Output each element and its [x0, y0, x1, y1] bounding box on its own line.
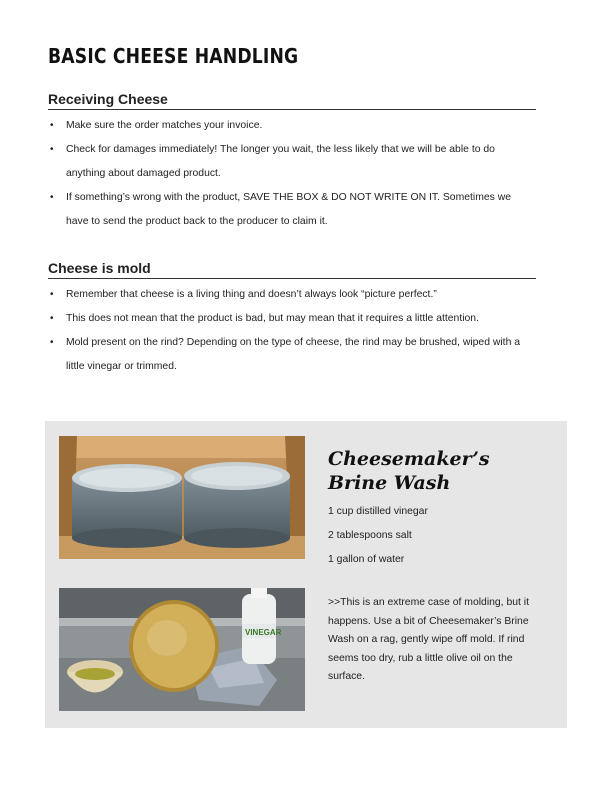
- cheese-wheels-illustration: [59, 436, 305, 559]
- bottle-label: VINEGAR: [245, 628, 282, 637]
- mold-heading: Cheese is mold: [48, 260, 536, 279]
- list-item: • Mold present on the rind? Depending on the type of cheese, the rind may be brushed, wiped with a little vinegar or trimmed.: [48, 331, 536, 379]
- recipe-title: Cheesemaker’s Brine Wash: [328, 448, 490, 494]
- mold-note: >>This is an extreme case of molding, but it happens. Use a bit of Cheesemaker’s Brine Wash on a rag, gently wipe off mold. If rind seems too dry, rub a little olive oil on the surface.: [328, 597, 529, 682]
- list-item: • Check for damages immediately! The longer you wait, the less likely that we will be able to do anything about damaged product.: [48, 138, 536, 186]
- ingredient-item: 1 gallon of water: [328, 554, 405, 565]
- mold-list: [48, 283, 536, 379]
- list-item: • If something’s wrong with the product, SAVE THE BOX & DO NOT WRITE ON IT. Sometimes we have to send the product back to the producer to claim it.: [48, 186, 536, 234]
- moldy-cheese-illustration: [59, 588, 305, 711]
- moldy-cheese-photo: [59, 588, 305, 711]
- list-item: • This does not mean that the product is bad, but may mean that it requires a little attention.: [48, 307, 536, 331]
- mold-section: [48, 260, 536, 379]
- list-item: • Make sure the order matches your invoice.: [48, 114, 536, 138]
- ingredient-item: 2 tablespoons salt: [328, 530, 412, 541]
- receiving-heading: Receiving Cheese: [48, 91, 536, 110]
- cheese-wheels-in-box-photo: [59, 436, 305, 559]
- receiving-list: [48, 114, 536, 234]
- recipe-ingredients: [328, 500, 428, 572]
- ingredient-item: 1 cup distilled vinegar: [328, 506, 428, 517]
- receiving-section: [48, 91, 536, 234]
- list-item: • Remember that cheese is a living thing and doesn’t always look “picture perfect.”: [48, 283, 536, 307]
- page-title: BASIC CHEESE HANDLING: [48, 44, 299, 68]
